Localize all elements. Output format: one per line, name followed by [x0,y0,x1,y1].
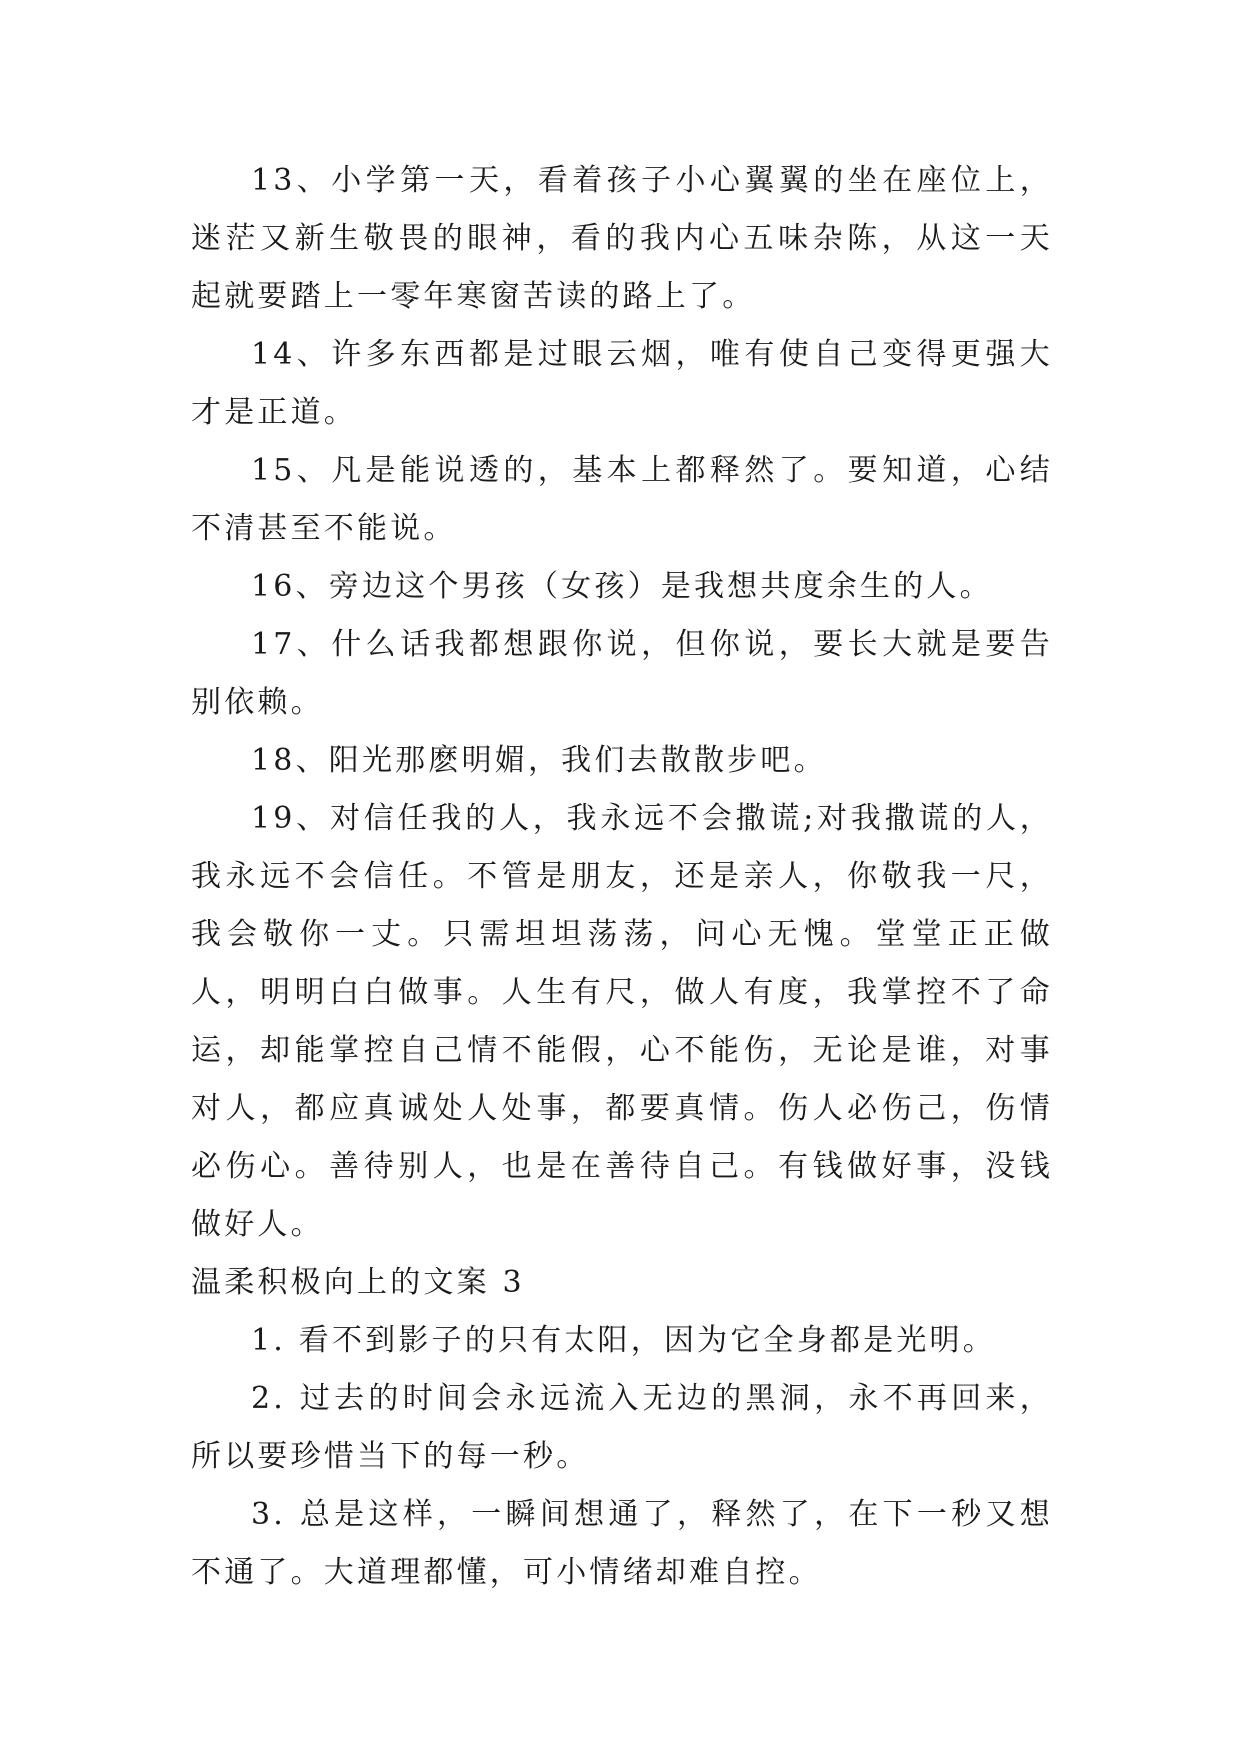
paragraph-19: 19、对信任我的人，我永远不会撒谎;对我撒谎的人，我永远不会信任。不管是朋友，还是亲人，你敬我一尺，我会敬你一丈。只需坦坦荡荡，问心无愧。堂堂正正做人，明明白白做事。人生有尺，做人有度，我掌控不了命运，却能掌控自己情不能假，心不能伤，无论是谁，对事对人，都应真诚处人处事，都要真情。伤人必伤己，伤情必伤心。善待别人，也是在善待自己。有钱做好事，没钱做好人。 [191,801,1053,1242]
paragraph-16: 16、旁边这个男孩（女孩）是我想共度余生的人。 [251,569,993,604]
document-page [191,152,1053,1602]
paragraph-13: 13、小学第一天，看着孩子小心翼翼的坐在座位上，迷茫又新生敬畏的眼神，看的我内心五味杂陈，从这一天起就要踏上一零年寒窗苦读的路上了。 [191,163,1053,314]
paragraph-3: 3. 总是这样，一瞬间想通了，释然了，在下一秒又想不通了。大道理都懂，可小情绪却难自控。 [191,1497,1053,1590]
paragraph-18: 18、阳光那麽明媚，我们去散散步吧。 [251,743,827,778]
paragraph-2: 2. 过去的时间会永远流入无边的黑洞，永不再回来，所以要珍惜当下的每一秒。 [191,1381,1053,1474]
paragraph-14: 14、许多东西都是过眼云烟，唯有使自己变得更强大才是正道。 [191,337,1053,430]
paragraph-1: 1. 看不到影子的只有太阳，因为它全身都是光明。 [251,1323,996,1358]
paragraph-17: 17、什么话我都想跟你说，但你说，要长大就是要告别依赖。 [191,627,1053,720]
section-heading: 温柔积极向上的文案 3 [191,1265,525,1300]
paragraph-15: 15、凡是能说透的，基本上都释然了。要知道，心结不清甚至不能说。 [191,453,1053,546]
